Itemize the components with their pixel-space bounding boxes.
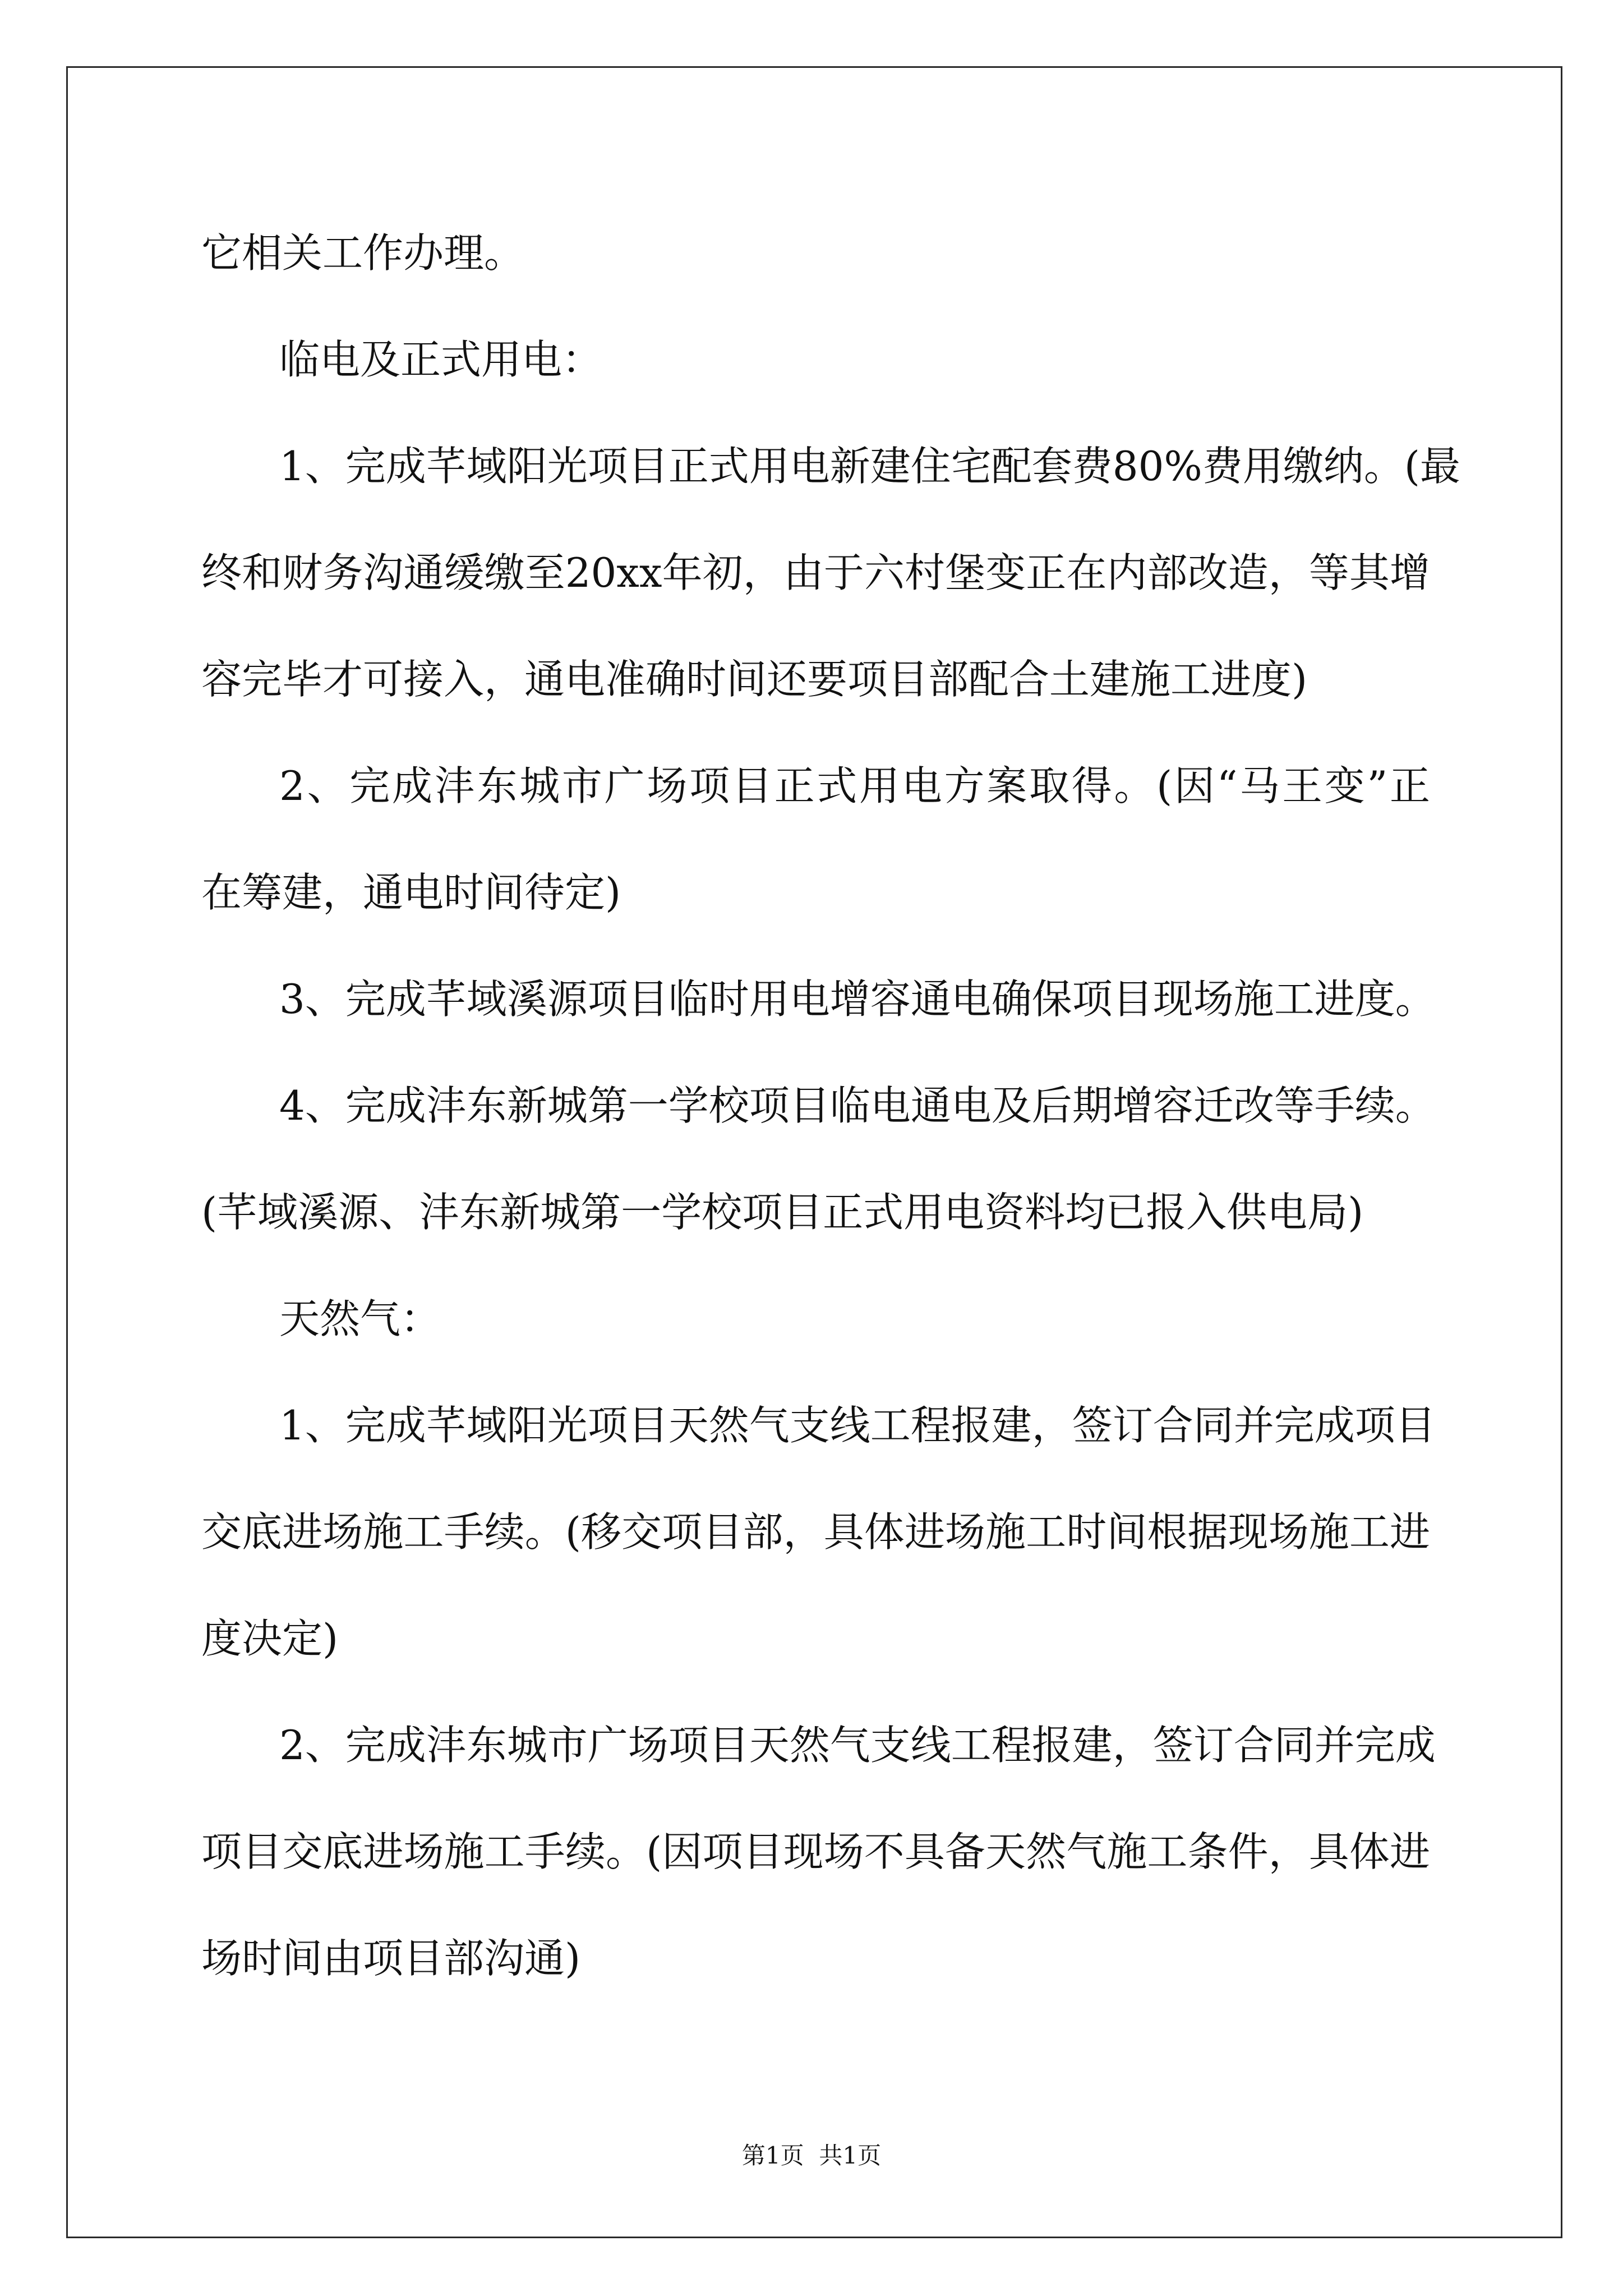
text-line: 项目交底进场施工手续。(因项目现场不具备天然气施工条件，具体进 — [201, 1828, 1430, 1875]
text-line: 它相关工作办理。 — [201, 229, 525, 277]
paragraph-electricity-item-4 — [201, 1052, 1436, 1266]
paragraph-electricity-item-3 — [201, 946, 1436, 1052]
text-line: 1、完成芊域阳光项目正式用电新建住宅配套费80%费用缴纳。(最 — [279, 443, 1460, 490]
paragraph-gas-item-2 — [201, 1692, 1436, 2012]
paragraph-continuation — [201, 200, 1430, 306]
text-line: 终和财务沟通缓缴至20xx年初，由于六村堡变正在内部改造，等其增 — [201, 549, 1430, 596]
paragraph-electricity-item-1 — [201, 413, 1460, 733]
section-heading: 临电及正式用电： — [279, 336, 603, 383]
text-line: 交底进场施工手续。(移交项目部，具体进场施工时间根据现场施工进 — [201, 1508, 1430, 1556]
text-line: 1、完成芊域阳光项目天然气支线工程报建，签订合同并完成项目 — [279, 1402, 1436, 1449]
paragraph-gas-item-1 — [201, 1372, 1436, 1692]
section-heading-electricity — [201, 306, 1430, 413]
text-line: 2、完成沣东城市广场项目天然气支线工程报建，签订合同并完成 — [279, 1722, 1436, 1769]
text-line: 场时间由项目部沟通) — [201, 1935, 581, 1982]
text-line: 3、完成芊域溪源项目临时用电增容通电确保项目现场施工进度。 — [279, 976, 1436, 1023]
section-heading-gas — [201, 1266, 1430, 1372]
text-line: 在筹建，通电时间待定) — [201, 869, 621, 916]
text-line: 度决定) — [201, 1615, 339, 1662]
document-body — [201, 200, 1460, 2012]
text-line: 4、完成沣东新城第一学校项目临电通电及后期增容迁改等手续。 — [279, 1082, 1436, 1129]
page-footer: 第1页 共1页 — [741, 2142, 882, 2169]
text-line: (芊域溪源、沣东新城第一学校项目正式用电资料均已报入供电局) — [201, 1189, 1364, 1236]
text-line: 2、完成沣东城市广场项目正式用电方案取得。(因“马王变”正 — [279, 762, 1430, 809]
paragraph-electricity-item-2 — [201, 733, 1430, 946]
text-line: 容完毕才可接入，通电准确时间还要项目部配合土建施工进度) — [201, 656, 1308, 703]
section-heading: 天然气： — [279, 1295, 441, 1342]
